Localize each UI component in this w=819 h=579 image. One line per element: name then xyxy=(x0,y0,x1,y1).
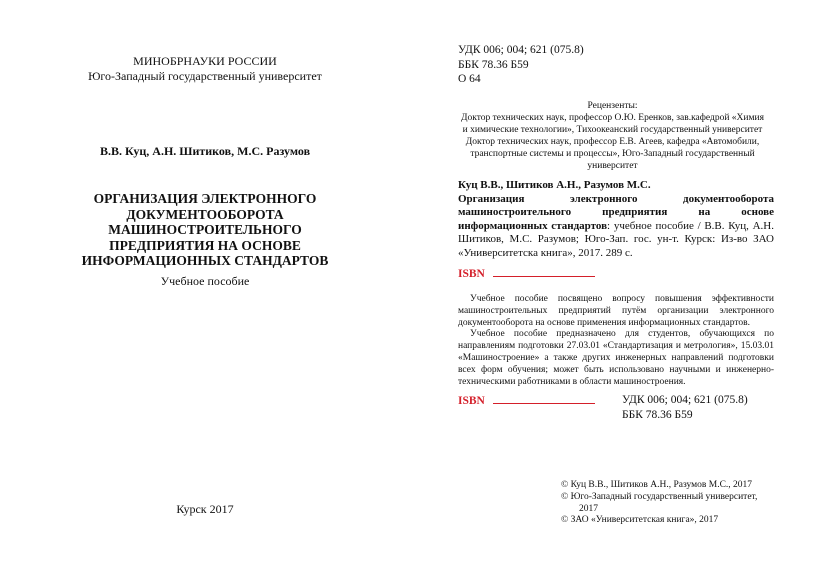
bib-title: Организация электронного документооборота машиностроительного предприятия на основе информационных стандартов xyxy=(458,192,774,232)
genre: Учебное пособие xyxy=(160,274,250,288)
reviewers-block xyxy=(455,100,770,172)
reviewer-line: Доктор технических наук, профессор О.Ю. Еренков, зав.кафедрой «Химия xyxy=(461,113,764,123)
classification-codes xyxy=(458,43,584,87)
ministry-name: МИНОБРНАУКИ РОССИИ xyxy=(133,54,277,68)
isbn-label: ISBN xyxy=(458,268,485,280)
isbn-field xyxy=(458,266,595,280)
reviewer-line: транспортные системы и процессы», Юго-Западный государственный xyxy=(470,149,755,159)
copyright-line: © Юго-Западный государственный университет, xyxy=(561,491,758,502)
udc-code: УДК 006; 004; 621 (075.8) xyxy=(622,394,748,406)
reviewer-line: университет xyxy=(587,161,638,171)
copyright-line: 2017 xyxy=(579,503,598,514)
bib-details: : учебное пособие / В.В. Куц, А.Н. Шитиков, М.С. Разумов; Юго-Зап. гос. ун-т. Курск: Из-во ЗАО «Университетска книга», 2017. 289 с. xyxy=(458,219,774,259)
copyright-line: © Куц В.В., Шитиков А.Н., Разумов М.С., 2017 xyxy=(561,480,753,490)
abstract-paragraph: Учебное пособие предназначено для студентов, обучающихся по направлениям подготовки 27.03.01 «Стандартизация и метрология», 15.03.01 «Машиностроение» а также других инженерных направлений подготовки всех форм обучения; может быть использовано научными и инженерно-техническими работниками в области машиностроения. xyxy=(458,329,774,387)
authors: В.В. Куц, А.Н. Шитиков, М.С. Разумов xyxy=(99,144,311,158)
bibliographic-record xyxy=(458,179,774,261)
reviewers-heading: Рецензенты: xyxy=(587,101,638,111)
reviewer-line: Доктор технических наук, профессор Е.В. Агеев, кафедра «Автомобили, xyxy=(465,137,760,147)
isbn-blank-line xyxy=(493,266,595,277)
copyright-line: © ЗАО «Университетская книга», 2017 xyxy=(561,515,719,526)
classification-codes-bottom xyxy=(622,393,748,422)
university-name: Юго-Западный государственный университет xyxy=(88,69,322,83)
isbn-label: ISBN xyxy=(458,395,485,407)
copyright-block xyxy=(561,480,771,527)
publisher-block xyxy=(80,54,330,84)
udc-code: УДК 006; 004; 621 (075.8) xyxy=(458,44,584,56)
isbn-field-bottom xyxy=(458,393,595,407)
title-line: ОРГАНИЗАЦИЯ ЭЛЕКТРОННОГО xyxy=(93,191,317,206)
bib-authors: Куц В.В., Шитиков А.Н., Разумов М.С. xyxy=(458,179,651,191)
book-title xyxy=(65,191,345,269)
reviewer-line: и химические технологии», Тихоокеанский государственный университет xyxy=(462,125,763,135)
title-line: МАШИНОСТРОИТЕЛЬНОГО xyxy=(108,222,302,237)
city-year: Курск 2017 xyxy=(176,502,234,516)
title-line: ДОКУМЕНТООБОРОТА xyxy=(126,206,284,222)
right-page xyxy=(410,0,819,579)
abstract-paragraph: Учебное пособие посвящено вопросу повышения эффективности машиностроительных предприятий путём организации электронного документооборота на основе применения информационных стандартов. xyxy=(458,294,774,328)
bbk-code: ББК 78.36 Б59 xyxy=(622,408,693,421)
title-line: ПРЕДПРИЯТИЯ НА ОСНОВЕ xyxy=(109,237,301,253)
bbk-code: ББК 78.36 Б59 xyxy=(458,58,529,71)
title-line: ИНФОРМАЦИОННЫХ СТАНДАРТОВ xyxy=(81,253,329,268)
author-mark: О 64 xyxy=(458,73,481,85)
abstract xyxy=(458,294,774,388)
isbn-blank-line xyxy=(493,393,595,404)
